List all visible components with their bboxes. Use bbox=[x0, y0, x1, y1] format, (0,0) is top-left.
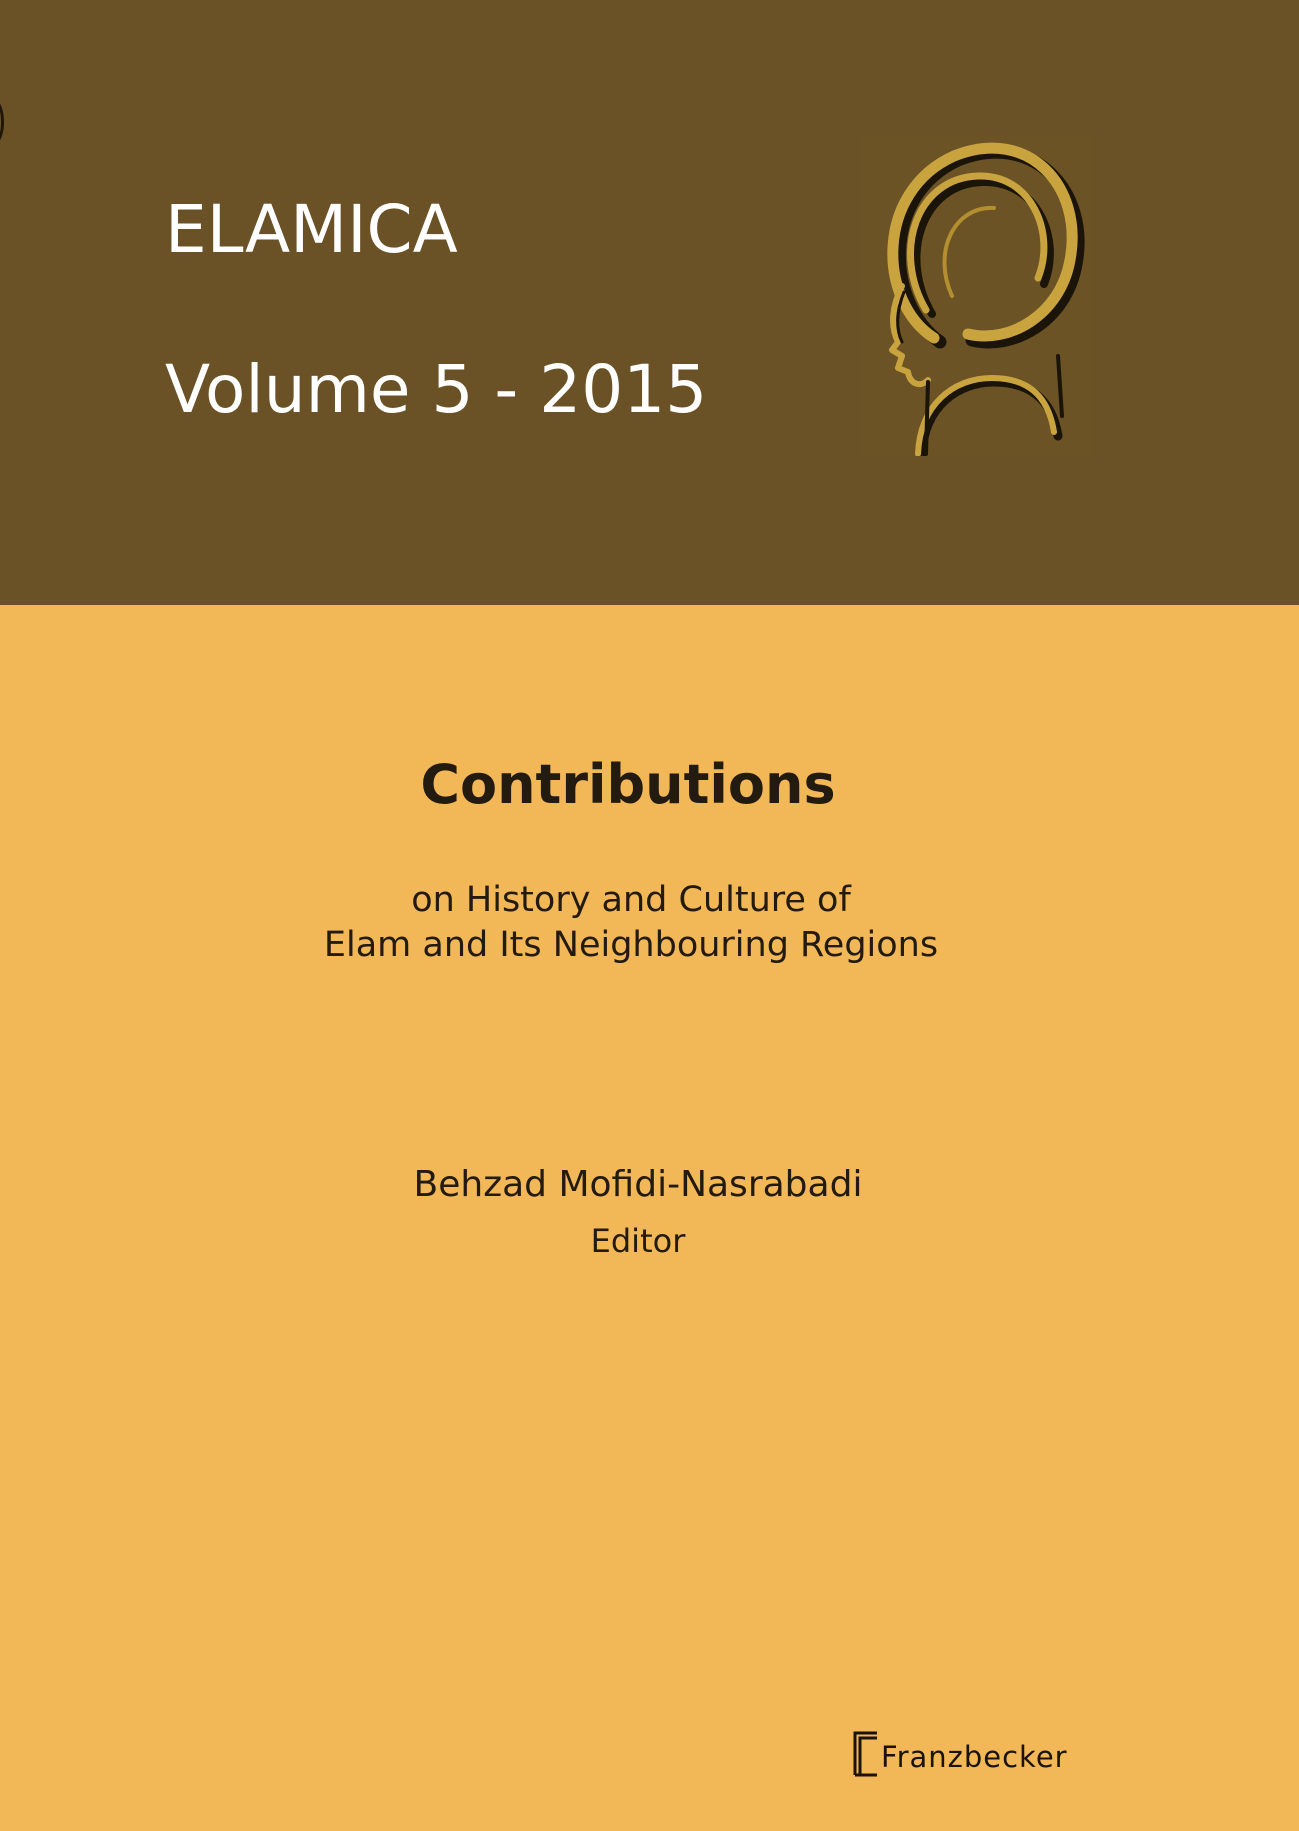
subtitle-line-2: Elam and Its Neighbouring Regions bbox=[323, 925, 939, 965]
volume-year: Volume 5 - 2015 bbox=[165, 351, 708, 428]
publisher-name: Franzbecker bbox=[881, 1740, 1068, 1774]
publisher-logo bbox=[851, 1727, 1068, 1781]
edge-ring-mark bbox=[0, 100, 4, 144]
editor-role: Editor bbox=[590, 1222, 686, 1260]
book-subtitle bbox=[0, 878, 1262, 968]
book-title: Contributions bbox=[420, 753, 836, 816]
editor-name: Behzad Mofidi-Nasrabadi bbox=[413, 1164, 863, 1205]
head-profile-emblem-icon bbox=[862, 136, 1094, 456]
subtitle-line-1: on History and Culture of bbox=[411, 880, 851, 920]
top-color-band bbox=[0, 0, 1299, 605]
series-title: ELAMICA bbox=[165, 191, 458, 268]
franzbecker-logo-mark-icon bbox=[851, 1729, 881, 1779]
